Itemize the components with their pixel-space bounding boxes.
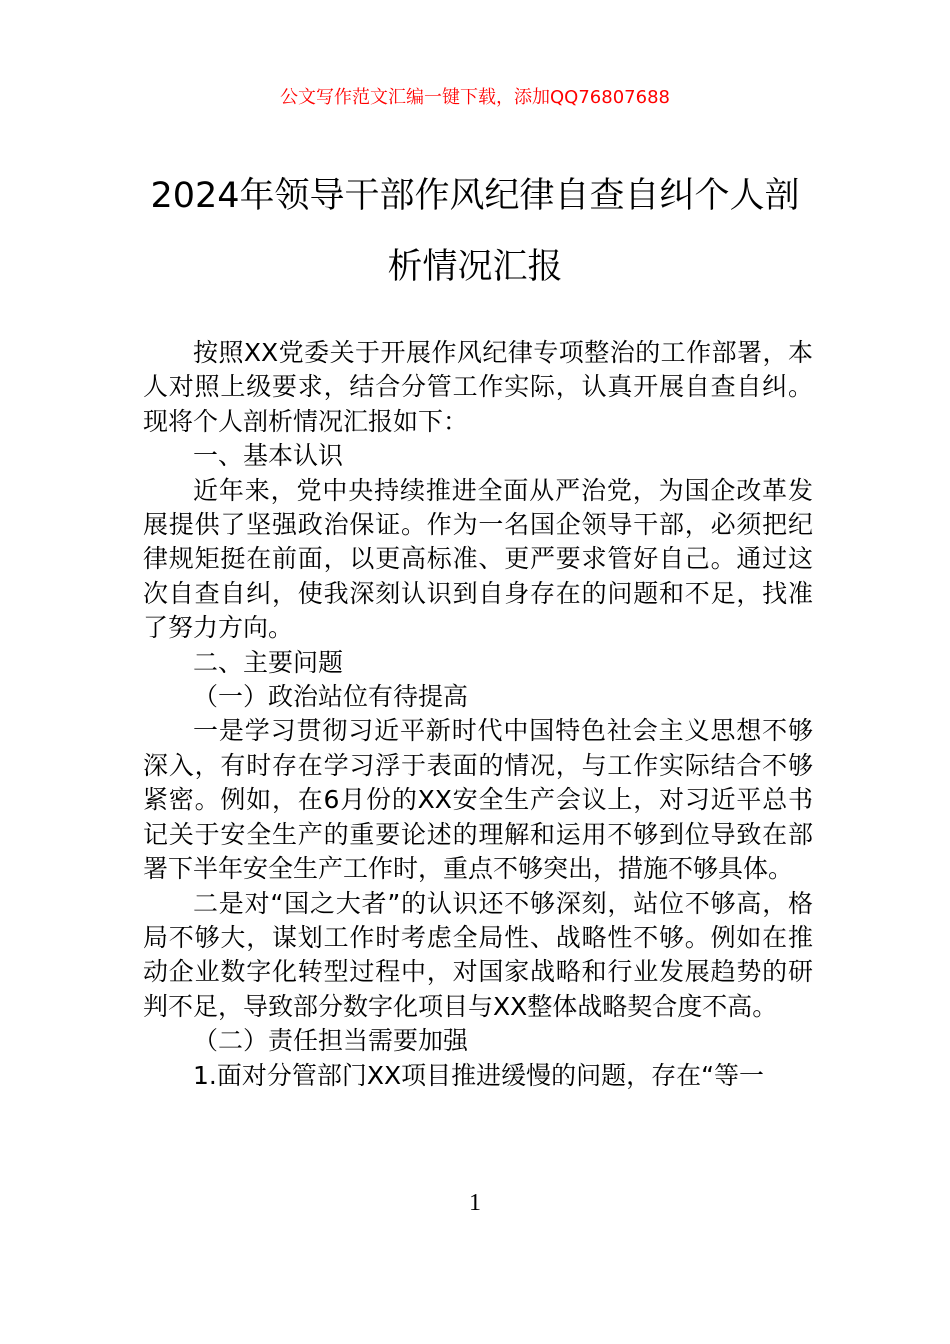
subsection-heading-political-stance: （一）政治站位有待提高 (193, 682, 469, 712)
page-number: 1 (469, 1190, 481, 1216)
intro-paragraph: 按照XX党委关于开展作风纪律专项整治的工作部署，本人对照上级要求，结合分管工作实际，认真开展自查自纠。现将个人剖析情况汇报如下： (143, 338, 813, 436)
problem-paragraph-2: 二是对“国之大者”的认识还不够深刻，站位不够高，格局不够大，谋划工作时考虑全局性、战略性不够。例如在推动企业数字化转型过程中，对国家战略和行业发展趋势的研判不足，导致部分数字化项目与XX整体战略契合度不高。 (143, 888, 813, 1021)
subsection-heading-responsibility: （二）责任担当需要加强 (193, 1026, 469, 1056)
section-heading-main-problems: 二、主要问题 (193, 647, 344, 677)
document-title-line-2: 析情况汇报 (387, 247, 563, 287)
document-title-line-1: 2024年领导干部作风纪律自查自纠个人剖 (150, 176, 800, 216)
responsibility-item-1: 1.面对分管部门XX项目推进缓慢的问题，存在“等一 (193, 1060, 765, 1090)
section-heading-basic-understanding: 一、基本认识 (193, 441, 344, 471)
download-watermark: 公文写作范文汇编一键下载，添加QQ76807688 (280, 87, 670, 108)
basic-understanding-paragraph: 近年来，党中央持续推进全面从严治党，为国企改革发展提供了坚强政治保证。作为一名国企领导干部，必须把纪律规矩挺在前面，以更高标准、更严要求管好自己。通过这次自查自纠，使我深刻认识到自身存在的问题和不足，找准了努力方向。 (143, 475, 813, 643)
problem-paragraph-1: 一是学习贯彻习近平新时代中国特色社会主义思想不够深入，有时存在学习浮于表面的情况，与工作实际结合不够紧密。例如，在6月份的XX安全生产会议上，对习近平总书记关于安全生产的重要论述的理解和运用不够到位导致在部署下半年安全生产工作时，重点不够突出，措施不够具体。 (143, 716, 813, 884)
document-body (143, 336, 813, 1093)
